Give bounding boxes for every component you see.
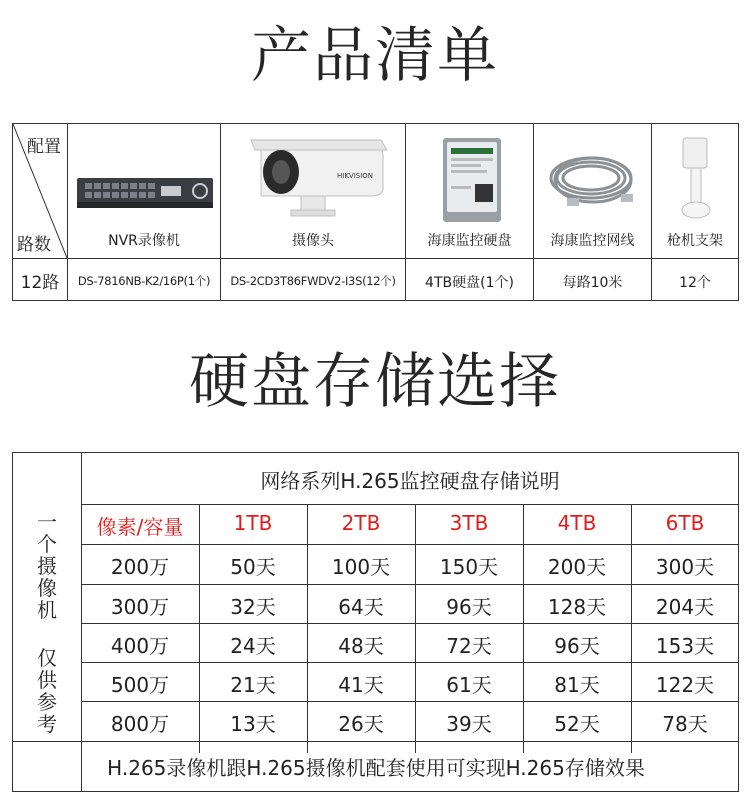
camera-spec: DS-2CD3T86FWDV2-I3S(12个) (230, 274, 396, 288)
hard-disk-label: 海康监控硬盘 (427, 233, 512, 249)
channels-count: 12路 (20, 273, 60, 293)
nvr-recorder-image (75, 172, 215, 214)
row-pixel: 300万 (110, 595, 170, 619)
row-cell: 64天 (338, 595, 384, 619)
row-pixel: 200万 (110, 555, 170, 579)
row-cell: 21天 (230, 673, 276, 697)
row-pixel: 500万 (110, 673, 170, 697)
row-cell: 128天 (547, 595, 607, 619)
hard-disk-spec: 4TB硬盘(1个) (425, 275, 514, 291)
network-cable-label: 海康监控网线 (550, 233, 635, 249)
header-6tb: 6TB (665, 511, 705, 535)
row-cell: 32天 (230, 595, 276, 619)
row-cell: 153天 (655, 634, 715, 658)
row-cell: 26天 (338, 712, 384, 736)
storage-table (12, 452, 739, 792)
row-cell: 50天 (230, 555, 276, 579)
header-pixel-capacity: 像素/容量 (96, 515, 184, 539)
row-cell: 122天 (655, 673, 715, 697)
header-1tb: 1TB (233, 511, 273, 535)
row-cell: 78天 (662, 712, 708, 736)
row-cell: 39天 (446, 712, 492, 736)
camera-label: 摄像头 (292, 233, 334, 249)
side-note-per-camera: 一 个 摄 像 机 (37, 510, 57, 622)
header-2tb: 2TB (341, 511, 381, 535)
network-cable-spec: 每路10米 (562, 275, 623, 291)
row-cell: 24天 (230, 634, 276, 658)
row-cell: 81天 (554, 673, 600, 697)
bullet-camera-image (241, 136, 391, 220)
row-cell: 72天 (446, 634, 492, 658)
row-cell: 52天 (554, 712, 600, 736)
row-cell: 13天 (230, 712, 276, 736)
camera-bracket-image (673, 134, 719, 222)
nvr-label: NVR录像机 (108, 233, 180, 249)
corner-config-label: 配置 (27, 137, 61, 157)
network-cable-image (545, 146, 641, 214)
side-note-reference-only: 仅 供 参 考 (37, 646, 57, 736)
camera-brand-text: HIKVISION (337, 172, 374, 180)
product-list-title: 产品清单 (251, 21, 499, 91)
row-cell: 96天 (446, 595, 492, 619)
storage-selection-title: 硬盘存储选择 (189, 347, 561, 417)
row-cell: 300天 (655, 555, 715, 579)
row-cell: 200天 (547, 555, 607, 579)
hard-disk-image (441, 136, 503, 224)
product-table (12, 123, 739, 301)
row-cell: 150天 (439, 555, 499, 579)
row-cell: 61天 (446, 673, 492, 697)
header-3tb: 3TB (449, 511, 489, 535)
nvr-spec: DS-7816NB-K2/16P(1个) (77, 274, 211, 288)
row-pixel: 400万 (110, 634, 170, 658)
bracket-label: 枪机支架 (667, 233, 723, 249)
row-cell: 204天 (655, 595, 715, 619)
header-4tb: 4TB (557, 511, 597, 535)
row-cell: 41天 (338, 673, 384, 697)
storage-caption: 网络系列H.265监控硬盘存储说明 (260, 469, 560, 493)
row-cell: 100天 (331, 555, 391, 579)
bracket-spec: 12个 (679, 275, 711, 291)
corner-channels-label: 路数 (17, 235, 51, 255)
storage-footer-note: H.265录像机跟H.265摄像机配套使用可实现H.265存储效果 (107, 756, 645, 780)
row-cell: 48天 (338, 634, 384, 658)
row-cell: 96天 (554, 634, 600, 658)
row-pixel: 800万 (110, 712, 170, 736)
